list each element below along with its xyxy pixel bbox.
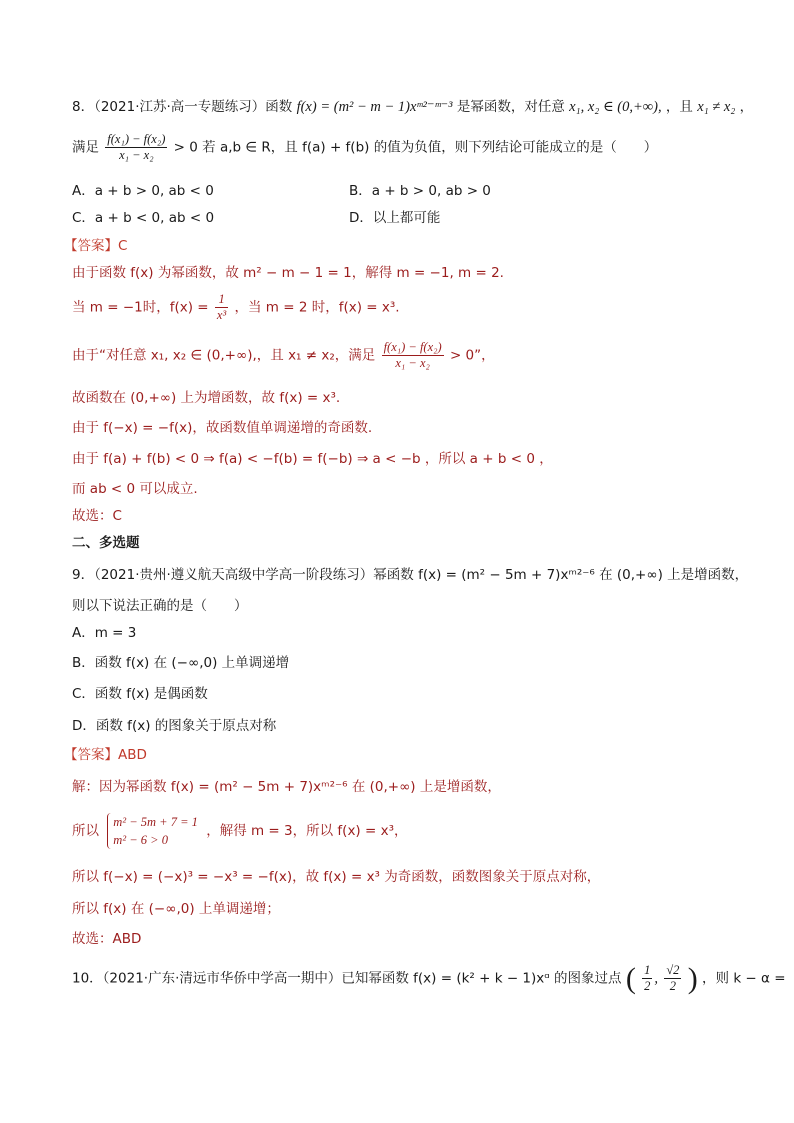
q8-solution-5: 由于 f(−x) = −f(x)，故函数值单调递增的奇函数. — [72, 420, 373, 436]
q9-solution-2 — [72, 813, 408, 849]
q8-difference-quotient — [105, 132, 167, 163]
q10-line1 — [72, 963, 786, 994]
q8-option-a: A．a + b > 0, ab < 0 — [72, 183, 214, 199]
q10-point-y — [664, 963, 681, 994]
q8-stem-3: ，且 — [665, 99, 693, 115]
q10-point-y-den: 2 — [669, 979, 676, 993]
q8-stem-5: > 0 若 a,b ∈ R，且 f(a) + f(b) 的值为负值，则下列结论可能成立的是（ ） — [173, 139, 658, 156]
q8-frac-denominator: x₁ − x₂ — [119, 148, 154, 162]
q8-solution-1: 由于函数 f(x) 为幂函数，故 m² − m − 1 = 1，解得 m = −1, m = 2. — [72, 265, 504, 281]
q8-solution-6: 由于 f(a) + f(b) < 0 ⇒ f(a) < −f(b) = f(−b) ⇒ a < −b ，所以 a + b < 0 ， — [72, 451, 553, 467]
q8-option-b: B．a + b > 0, ab > 0 — [349, 183, 491, 199]
q8-option-d: D．以上都可能 — [349, 210, 441, 226]
q8-solution-2-frac — [215, 292, 228, 323]
q9-option-d: D．函数 f(x) 的图象关于原点对称 — [72, 718, 277, 734]
q9-solution-2b: ，解得 m = 3，所以 f(x) = x³， — [206, 823, 408, 839]
q9-line2: 则以下说法正确的是（ ） — [72, 598, 248, 614]
q9-system-of-inequalities — [107, 813, 198, 849]
q8-answer: 【答案】C — [64, 238, 128, 254]
q8-domain-expr: x₁, x₂ ∈ (0,+∞), — [569, 99, 662, 115]
q10-point-x — [642, 963, 652, 994]
q9-solution-3: 所以 f(−x) = (−x)³ = −x³ = −f(x)，故 f(x) = x³ 为奇函数，函数图象关于原点对称， — [72, 869, 601, 885]
q8-stem-1: 8．（2021·江苏·高一专题练习）函数 — [72, 99, 293, 115]
q9-solution-2a: 所以 — [72, 823, 99, 839]
q8-function-expr: f(x) = (m² − m − 1)xᵐ²⁻ᵐ⁻³ — [296, 99, 453, 115]
q10-left-paren: ( — [625, 961, 636, 995]
q8-solution-3-frac — [382, 340, 444, 371]
q8-line1 — [72, 97, 753, 117]
q8-solution-7: 而 ab < 0 可以成立. — [72, 481, 198, 497]
q8-solution-3-num: f(x₁) − f(x₂) — [383, 340, 442, 354]
q8-solution-3 — [72, 340, 495, 371]
q8-solution-2b: ，当 m = 2 时，f(x) = x³. — [234, 299, 400, 316]
q8-solution-3b: > 0”， — [449, 347, 495, 364]
q9-option-a: A．m = 3 — [72, 625, 137, 641]
q9-solution-4: 所以 f(x) 在 (−∞,0) 上单调递增； — [72, 901, 280, 917]
q10-stem-1: 10．（2021·广东·清远市华侨中学高一期中）已知幂函数 f(x) = (k² + k − 1)xᵅ 的图象过点 — [72, 970, 622, 987]
q10-right-paren: ) — [687, 961, 698, 995]
q10-point-y-num: √2 — [666, 963, 680, 977]
q10-comma: , — [654, 970, 659, 987]
q8-solution-2a: 当 m = −1时，f(x) = — [72, 299, 209, 316]
q8-solution-8: 故选：C — [72, 508, 122, 524]
q9-line1: 9．（2021·贵州·遵义航天高级中学高一阶段练习）幂函数 f(x) = (m² − 5m + 7)xᵐ²⁻⁶ 在 (0,+∞) 上是增函数， — [72, 567, 749, 583]
q10-point-x-den: 2 — [644, 979, 651, 993]
q8-option-c: C．a + b < 0, ab < 0 — [72, 210, 215, 226]
q8-stem-2: 是幂函数，对任意 — [456, 99, 565, 115]
q8-satisfy-label: 满足 — [72, 139, 99, 156]
q8-solution-2 — [72, 292, 400, 323]
q9-option-b: B．函数 f(x) 在 (−∞,0) 上单调递增 — [72, 655, 290, 671]
q9-answer: 【答案】ABD — [64, 747, 147, 763]
q8-line2 — [72, 132, 657, 163]
section-heading: 二、多选题 — [72, 535, 140, 551]
q8-stem-4: ， — [739, 99, 754, 115]
q8-solution-4: 故函数在 (0,+∞) 上为增函数，故 f(x) = x³. — [72, 390, 341, 406]
q8-solution-2-num: 1 — [215, 292, 228, 308]
q8-neq-expr: x₁ ≠ x₂ — [697, 99, 736, 115]
q9-option-c: C．函数 f(x) 是偶函数 — [72, 686, 208, 702]
q8-solution-3a: 由于“对任意 x₁, x₂ ∈ (0,+∞),，且 x₁ ≠ x₂，满足 — [72, 347, 376, 364]
q10-stem-2: ，则 k − α = — [702, 970, 786, 987]
q8-solution-3-den: x₁ − x₂ — [395, 356, 430, 370]
q9-solution-5: 故选：ABD — [72, 931, 142, 947]
q9-system-line-1: m² − 5m + 7 = 1 — [113, 815, 198, 829]
q8-solution-2-den: x³ — [216, 308, 227, 322]
q9-system-line-2: m² − 6 > 0 — [113, 833, 168, 847]
q9-solution-1: 解：因为幂函数 f(x) = (m² − 5m + 7)xᵐ²⁻⁶ 在 (0,+∞) 上是增函数， — [72, 779, 501, 795]
q8-frac-numerator: f(x₁) − f(x₂) — [107, 132, 166, 146]
q10-point-x-num: 1 — [644, 963, 651, 977]
